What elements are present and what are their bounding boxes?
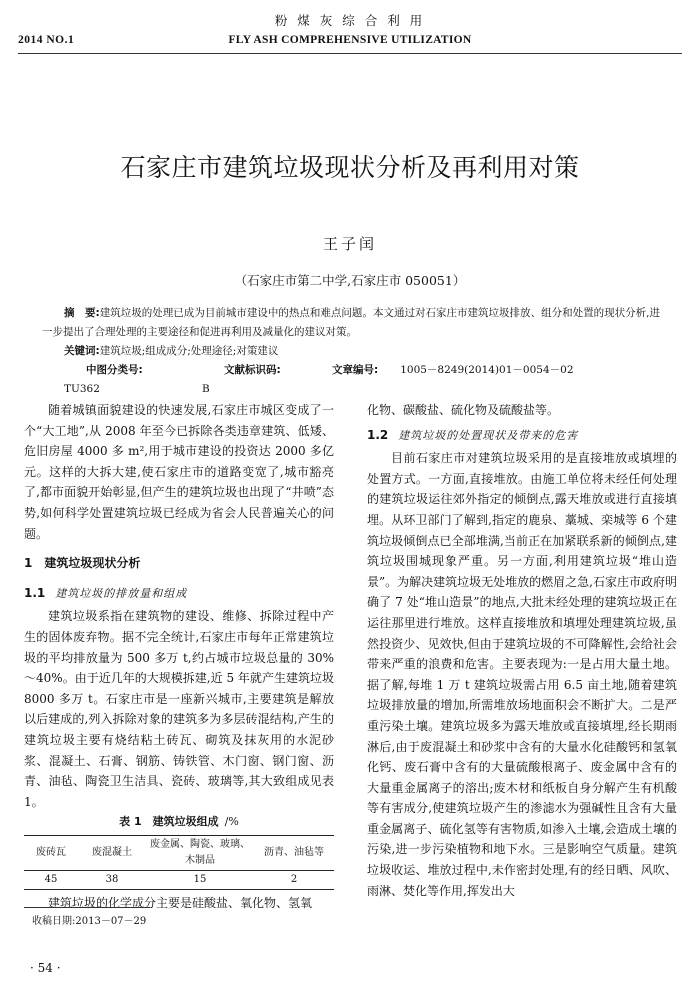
section-1-2-title: 建筑垃圾的处置现状及带来的危害: [398, 428, 579, 442]
table-header-row: [24, 835, 334, 870]
clc-label: 中图分类号:: [86, 364, 143, 376]
table-cell: 45: [24, 870, 78, 889]
footnote-rule: [24, 907, 150, 908]
intro-paragraph: 随着城镇面貌建设的快速发展,石家庄市城区变成了一个“大工地”,从 2008 年至今已拆除各类违章建筑、低矮、危旧房屋 4000 多 m²,用于城市建设的投资达 2000 多亿元。这样的大拆大建,使石家庄市的道路变宽了,城市豁亮了,都市面貌开始彰显,但产生的建筑垃圾也出现了“井喷”态势,如何科学处置建筑垃圾已经成为省会人民普遍关心的问题。: [24, 403, 334, 541]
journal-name-cn: 粉 煤 灰 综 合 利 用: [274, 13, 426, 28]
abstract: [42, 304, 660, 342]
abstract-block: [42, 304, 660, 399]
clc-value: TU362: [64, 383, 100, 395]
abstract-label: 摘 要:: [64, 307, 100, 319]
keywords-text: 建筑垃圾;组成成分;处理途径;对策建议: [99, 345, 279, 357]
clc-code: [42, 361, 180, 399]
document-code-label: 文献标识码:: [224, 364, 281, 376]
left-column: [24, 400, 334, 913]
table-cell: 2: [254, 870, 334, 889]
right-column: [367, 400, 677, 901]
classification-row: [42, 361, 660, 399]
author: 王子闰: [322, 235, 377, 253]
article-number: [288, 361, 574, 399]
section-1-2-paragraph: 目前石家庄市对建筑垃圾采用的是直接堆放或填埋的处置方式。一方面,直接堆放。由施工单位将未经任何处理的建筑垃圾运往郊外指定的倾倒点,露天堆放或进行直接填埋。从环卫部门了解到,指定的鹿泉、藁城、栾城等 6 个建筑垃圾倾倒点已全部堆满,当前正在加紧联系新的倾倒点,建筑垃圾围城现象严重。另一方面,利用建筑垃圾“堆山造景”。为解决建筑垃圾无处堆放的燃眉之急,石家庄市政府明确了 7 处“堆山造景”的地点,大批未经处理的建筑垃圾正在运往那里进行堆放。这样直接堆放和填埋处理建筑垃圾,虽然投资少、见效快,但由于建筑垃圾的不可降解性,会给社会带来严重的浪费和危害。主要表现为:一是占用大量土地。据了解,每堆 1 万 t 建筑垃圾需占用 6.5 亩土地,随着建筑垃圾排放量的增加,所需堆放场地面积会不断扩大。二是严重污染土壤。建筑垃圾多为露天堆放或直接填埋,经长期雨淋后,由于废混凝土和砂浆中含有的大量水化硅酸钙和氢氧化钙、废石膏中含有的大量硫酸根离子、废金属中含有的大量重金属离子的溶出;废木材和纸板自身分解产生有机酸等有害成分,使建筑垃圾产生的渗滤水为强碱性且含有大量重金属离子、硫化氢等有害物质,如渗入土壤,会造成土壤的污染,进一步污染植物和地下水。三是影响空气质量。建筑垃圾收运、堆放过程中,未作密封处理,有的经日晒、风吹、雨淋、焚化等作用,挥发出大: [367, 451, 677, 898]
continuation-paragraph: 化物、碳酸盐、硫化物及硫酸盐等。: [367, 403, 560, 417]
keywords: [42, 342, 660, 361]
section-1-1-paragraph: 建筑垃圾系指在建筑物的建设、维修、拆除过程中产生的固体废弃物。据不完全统计,石家庄市每年正常建筑垃圾的平均排放量为 500 多万 t,约占城市垃圾总量的 30%～40%。由于近几年的大规模拆建,近 5 年就产生建筑垃圾 8000 多万 t。石家庄市是一座新兴城市,主要建筑是解放以后建成的,列入拆除对象的建筑多为多层砖混结构,产生的建筑垃圾主要有烧结粘土砖瓦、砌筑及抹灰用的水泥砂浆、混凝土、石膏、钢筋、铸铁管、木门窗、钢门窗、沥青、油毡、陶瓷卫生洁具、瓷砖、玻璃等,其大致组成见表 1。: [24, 609, 334, 809]
table-header: 废砖瓦: [24, 835, 78, 870]
document-code: [180, 361, 288, 399]
page-number: · 54 ·: [30, 961, 61, 975]
document-code-value: B: [202, 383, 210, 395]
issue-number: 2014 NO.1: [18, 34, 75, 46]
abstract-text: 建筑垃圾的处理已成为目前城市建设中的热点和难点问题。本文通过对石家庄市建筑垃圾排放、组分和处置的现状分析,进一步提出了合理处理的主要途径和促进再利用及减量化的建议对策。: [42, 307, 660, 338]
section-1-1-heading: [24, 583, 334, 605]
header-rule: [18, 53, 682, 54]
affiliation: （石家庄市第二中学,石家庄市 050051）: [234, 273, 466, 288]
article-number-value: 1005－8249(2014)01－0054－02: [400, 364, 574, 376]
section-1-2-number: 1.2: [367, 427, 389, 442]
section-1-1-number: 1.1: [24, 585, 46, 600]
table-cell: 15: [146, 870, 254, 889]
table-1-caption-unit: /%: [224, 815, 239, 829]
table-cell: 38: [78, 870, 146, 889]
keywords-label: 关键词:: [64, 345, 100, 357]
table-1-caption: [24, 812, 334, 833]
section-1-1-title: 建筑垃圾的排放量和组成: [55, 586, 188, 600]
journal-name-en: FLY ASH COMPREHENSIVE UTILIZATION: [228, 34, 472, 46]
table-header: 废混凝土: [78, 835, 146, 870]
table-1-caption-label: 表 1 建筑垃圾组成: [119, 815, 219, 829]
article-number-label: 文章编号:: [332, 364, 379, 376]
table-header: 废金属、陶瓷、玻璃、木制品: [146, 835, 254, 870]
table-header: 沥青、油毡等: [254, 835, 334, 870]
chemistry-paragraph: 建筑垃圾的化学成分主要是硅酸盐、氧化物、氢氧: [48, 895, 313, 910]
section-1-heading: 1 建筑垃圾现状分析: [24, 556, 141, 571]
composition-table: [24, 835, 334, 890]
table-row: [24, 870, 334, 889]
received-date: 收稿日期:2013－07－29: [32, 916, 147, 927]
section-1-2-heading: [367, 425, 677, 447]
article-title: 石家庄市建筑垃圾现状分析及再利用对策: [120, 153, 580, 182]
running-header: [18, 34, 682, 50]
